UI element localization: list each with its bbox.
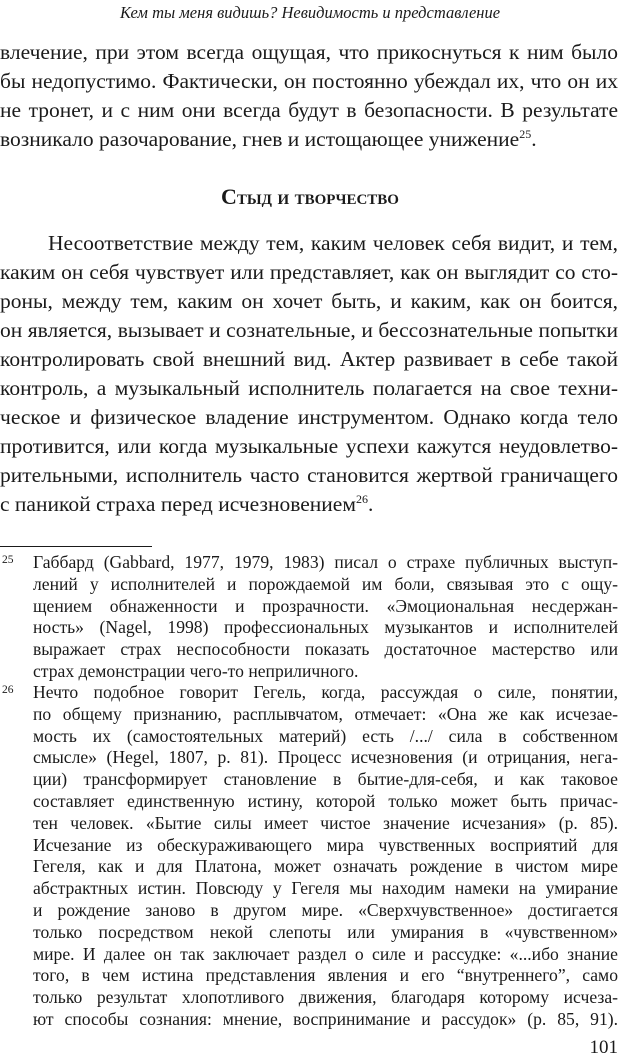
footnote-25	[0, 552, 618, 683]
footnote-line: страх демонстрации чего-то неприличного.	[33, 660, 359, 681]
footnote-line: только результат хлопотливого движения, благодаря которому исчеза-	[33, 987, 618, 1008]
end-punct: .	[367, 492, 374, 516]
text-line: рительными, исполнитель часто становится жертвой граничащего	[0, 463, 618, 487]
end-punct: .	[531, 127, 537, 151]
paragraph-continuation	[0, 38, 618, 154]
text-line	[0, 125, 618, 154]
text-line: роны, между тем, каким он хочет быть, и каким, как он боится,	[0, 289, 618, 313]
footnote-line: смысле» (Hegel, 1807, p. 81). Процесс исчезновения (и отрицания, нега-	[33, 747, 618, 768]
text-line: ческое и физическое владение инструментом. Однако когда тело	[0, 405, 618, 429]
footnote-body	[33, 552, 618, 683]
footnote-line: выражает страх неспособности показать достаточное мастерство или	[33, 639, 618, 660]
footnote-line: щением обнаженности и прозрачности. «Эмоциональная несдержан-	[33, 595, 618, 616]
footnote-line: Нечто подобное говорит Гегель, когда, рассуждая о силе, понятии,	[33, 682, 618, 702]
text-line: влечение, при этом всегда ощущая, что прикоснуться к ним было	[0, 40, 618, 64]
text-line: он является, вызывает и сознательные, и бессознательные попытки	[0, 318, 618, 342]
footnote-ref-25[interactable]: 25	[519, 126, 532, 141]
footnote-line: Гегеля, как и для Платона, может означать рождение в чистом мире	[33, 856, 618, 877]
footnote-line: ции) трансформирует становление в бытие-для-себя, и как таковое	[33, 769, 618, 790]
footnote-line: тен человек. «Бытие силы имеет чистое значение исчезания» (p. 85).	[33, 812, 618, 833]
footnote-line: по общему признанию, расплывчатом, отмечает: «Она же как исчезае-	[33, 703, 618, 724]
footnote-body	[33, 682, 618, 1031]
footnote-line: мость их (самостоятельных материй) есть /.../ сила в собственном	[33, 725, 618, 746]
footnote-divider	[0, 546, 152, 547]
text-line: каким он себя чувствует или представляет, как он выглядит со сто-	[0, 260, 618, 284]
footnote-number: 25	[2, 554, 14, 566]
text-line: бы недопустимо. Фактически, он постоянно убеждал их, что он их	[0, 69, 618, 93]
text-line: противится, или когда музыкальные успехи кажутся неудовлетво-	[0, 434, 618, 458]
footnote-26	[0, 682, 618, 1031]
footnote-line: лений у исполнителей и порождаемой им боли, связывая это с ощу-	[33, 573, 618, 594]
text-line: не тронет, и с ним они всегда будут в безопасности. В результате	[0, 98, 618, 122]
footnote-line: ность» (Nagel, 1998) профессиональных музыкантов и исполнителей	[33, 617, 618, 638]
footnote-line: абстрактных истин. Повсюду у Гегеля мы находим намеки на умирание	[33, 878, 618, 899]
paragraph	[0, 229, 618, 519]
page-number: 101	[589, 1037, 618, 1058]
section-heading: Стыд и творчество	[221, 184, 399, 209]
text-line	[0, 490, 618, 519]
text-line-content: возникало разочарование, гнев и истощающее унижение	[0, 127, 520, 151]
text-line: Несоответствие между тем, каким человек себя видит, и тем,	[48, 231, 618, 255]
footnote-line: ют способы сознания: мнение, воспринимание и рассудок» (p. 85, 91).	[33, 1008, 618, 1029]
running-head: Кем ты меня видишь? Невидимость и представление	[119, 3, 501, 22]
footnote-line: Габбард (Gabbard, 1977, 1979, 1983) писал о страхе публичных выступ-	[33, 552, 618, 572]
text-line-content: с паникой страха перед исчезновением	[0, 492, 356, 516]
footnote-number: 26	[2, 684, 14, 696]
footnote-line: и рождение заново в другом мире. «Сверхчувственное» достигается	[33, 899, 618, 920]
text-line: контролировать свой внешний вид. Актер развивает в себе такой	[0, 347, 618, 371]
footnote-line: мире. И далее он так заключает раздел о силе и рассудке: «...ибо знание	[33, 943, 618, 964]
footnote-line: Исчезание из обескураживающего мира чувственных восприятий для	[33, 834, 618, 855]
footnote-line: только посредством некой слепоты или умирания в «чувственном»	[33, 921, 618, 942]
footnote-ref-26[interactable]: 26	[355, 491, 368, 506]
footnote-line: того, в чем истина представления явления и его “внутреннего”, само	[33, 965, 618, 986]
text-line: контроль, а музыкальный исполнитель полагается на свое техни-	[0, 376, 618, 400]
footnote-line: составляет единственную истину, которой только может быть причас-	[33, 790, 618, 811]
